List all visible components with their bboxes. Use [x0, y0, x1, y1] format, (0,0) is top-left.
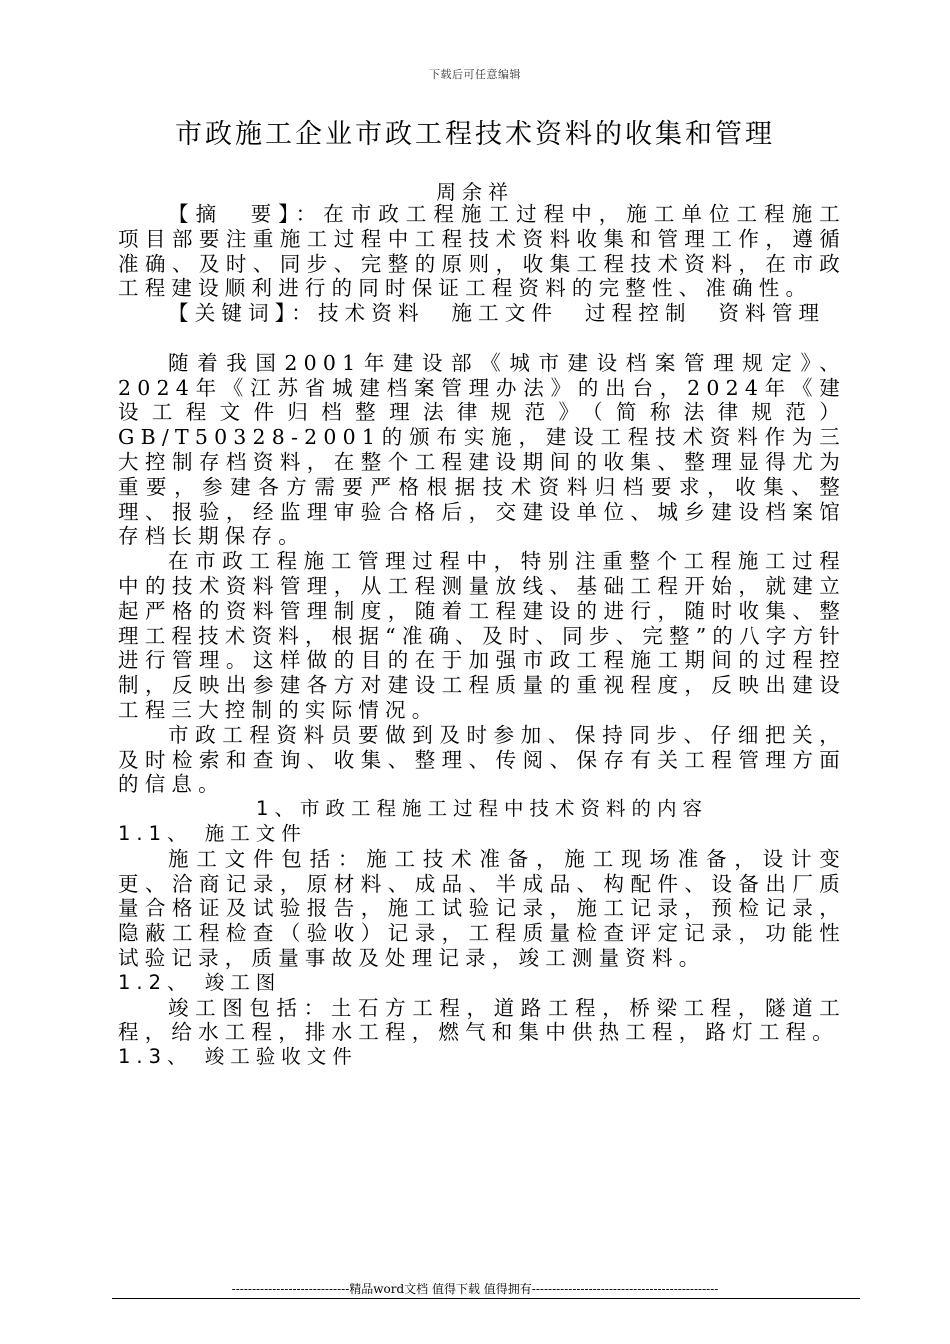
author-name: 周余祥 [436, 180, 514, 204]
footer-divider [112, 1298, 860, 1299]
document-body [118, 202, 846, 1070]
footer-note: -----------------------------精品word文档 值得下载 值得拥有---------------------------------------------- [231, 1282, 719, 1296]
body-paragraph: 竣工图包括：土石方工程，道路工程，桥梁工程，隧道工程，给水工程，排水工程，燃气和集中供热工程，路灯工程。 [118, 995, 846, 1045]
subsection-heading: 1.1、 施工文件 [118, 821, 307, 845]
subsection-heading: 1.3、 竣工验收文件 [118, 1045, 358, 1069]
body-paragraph: 市政工程资料员要做到及时参加、保持同步、仔细把关，及时检索和查询、收集、整理、传阅、保存有关工程管理方面的信息。 [118, 722, 846, 797]
body-paragraph: 施工文件包括：施工技术准备，施工现场准备，设计变更、洽商记录，原材料、成品、半成品、构配件、设备出厂质量合格证及试验报告，施工试验记录，施工记录，预检记录，隐蔽工程检查（验收）记录，工程质量检查评定记录，功能性试验记录，质量事故及处理记录，竣工测量资料。 [118, 846, 846, 970]
body-paragraph: 随着我国2001年建设部《城市建设档案管理规定》、2024年《江苏省城建档案管理办法》的出台，2024年《建设工程文件归档整理法律规范》（简称法律规范）GB/T50328-2001的颁布实施，建设工程技术资料作为三大控制存档资料，在整个工程建设期间的收集、整理显得尤为重要，参建各方需要严格根据技术资料归档要求，收集、整理、报验，经监理审验合格后，交建设单位、城乡建设档案馆存档长期保存。 [118, 350, 846, 549]
body-paragraph: 在市政工程施工管理过程中，特别注重整个工程施工过程中的技术资料管理，从工程测量放线、基础工程开始，就建立起严格的资料管理制度，随着工程建设的进行，随时收集、整理工程技术资料，根据“准确、及时、同步、完整”的八字方针进行管理。这样做的目的在于加强市政工程施工期间的过程控制，反映出参建各方对建设工程质量的重视程度，反映出建设工程三大控制的实际情况。 [118, 549, 846, 722]
keywords-paragraph: 【关键词】：技术资料 施工文件 过程控制 资料管理 [168, 301, 826, 326]
section-heading: 1、市政工程施工过程中技术资料的内容 [256, 797, 708, 821]
header-note: 下载后可任意编辑 [429, 68, 521, 81]
abstract-paragraph: 【摘 要】：在市政工程施工过程中，施工单位工程施工项目部要注重施工过程中工程技术资料收集和管理工作，遵循准确、及时、同步、完整的原则，收集工程技术资料，在市政工程建设顺利进行的同时保证工程资料的完整性、准确性。 [118, 202, 846, 301]
subsection-heading: 1.2、 竣工图 [118, 970, 282, 994]
document-title: 市政施工企业市政工程技术资料的收集和管理 [175, 119, 775, 150]
paragraph-gap [118, 326, 846, 351]
